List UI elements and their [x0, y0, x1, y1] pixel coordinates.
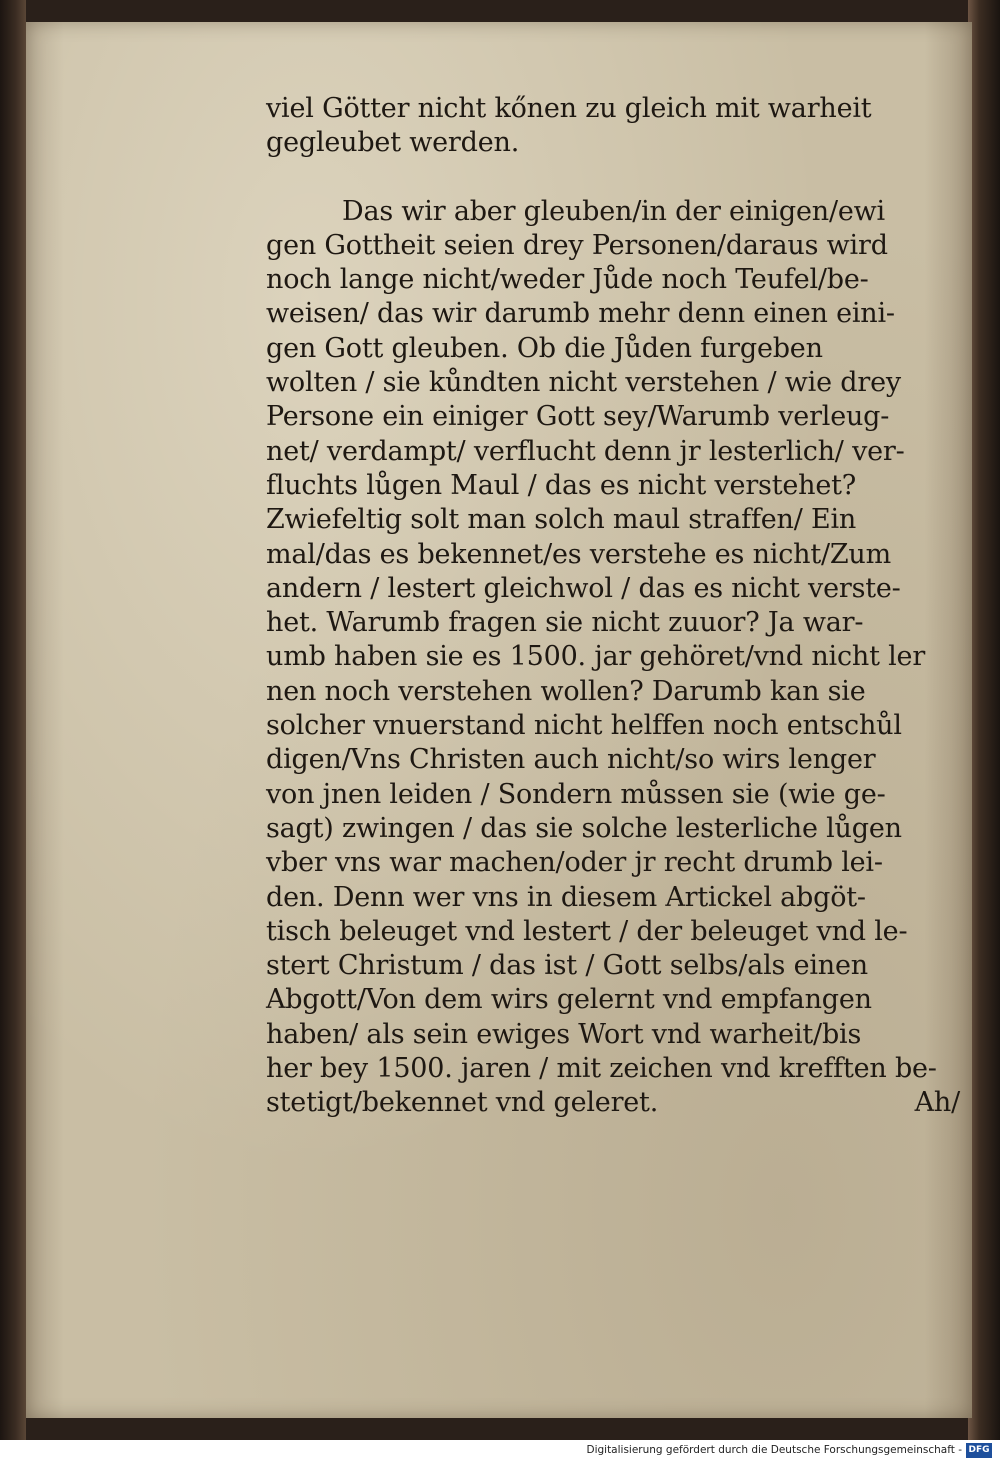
text-line: tisch beleuget vnd lestert / der beleuget vnd le-: [266, 915, 908, 947]
funding-credit: Digitalisierung gefördert durch die Deutsche Forschungsgemeinschaft -: [586, 1444, 962, 1456]
text-line: mal/das es bekennet/es verstehe es nicht/Zum: [266, 538, 892, 570]
text-line: haben/ als sein ewiges Wort vnd warheit/bis: [266, 1018, 862, 1050]
dfg-logo: DFG: [966, 1443, 992, 1458]
text-line: Abgott/Von dem wirs gelernt vnd empfangen: [266, 984, 872, 1016]
text-line: den. Denn wer vns in diesem Artickel abgöt-: [266, 881, 866, 913]
paragraph-gap: [266, 161, 966, 195]
text-line: wolten / sie kůndten nicht verstehen / wie drey: [266, 367, 901, 399]
book-edge-left: [0, 0, 26, 1440]
text-line: Persone ein einiger Gott sey/Warumb verleug-: [266, 401, 890, 433]
text-line: stert Christum / das ist / Gott selbs/als einen: [266, 950, 868, 982]
text-line: gen Gottheit seien drey Personen/daraus wird: [266, 229, 888, 261]
text-line: gen Gott gleuben. Ob die Jůden furgeben: [266, 332, 823, 364]
footer-bar: [0, 1440, 1000, 1464]
text-line: andern / lestert gleichwol / das es nicht verste-: [266, 572, 901, 604]
text-line: Das wir aber gleuben/in der einigen/ewi: [342, 195, 885, 227]
text-line: vber vns war machen/oder jr recht drumb lei-: [266, 847, 883, 879]
text-line: noch lange nicht/weder Jůde noch Teufel/be-: [266, 264, 869, 296]
text-line: fluchts lůgen Maul / das es nicht verstehet?: [266, 469, 857, 501]
text-line: von jnen leiden / Sondern můssen sie (wie ge-: [266, 778, 886, 810]
text-line: net/ verdampt/ verflucht denn jr lesterlich/ ver-: [266, 435, 905, 467]
text-line: sagt) zwingen / das sie solche lesterliche lůgen: [266, 812, 902, 844]
text-line: viel Götter nicht kőnen zu gleich mit warheit: [266, 93, 872, 124]
text-line: weisen/ das wir darumb mehr denn einen eini-: [266, 298, 895, 330]
book-edge-right: [968, 0, 1000, 1440]
catchword: Ah/: [914, 1087, 960, 1119]
page-text-block: [266, 92, 966, 1121]
text-line: umb haben sie es 1500. jar gehöret/vnd nicht ler: [266, 641, 926, 673]
text-line: digen/Vns Christen auch nicht/so wirs lenger: [266, 744, 876, 776]
text-line: Zwiefeltig solt man solch maul straffen/ Ein: [266, 504, 857, 536]
text-line: gegleubet werden.: [266, 127, 520, 159]
text-line: het. Warumb fragen sie nicht zuuor? Ja war-: [266, 607, 864, 639]
book-page: [26, 22, 972, 1418]
text-line: her bey 1500. jaren / mit zeichen vnd krefften be-: [266, 1053, 937, 1085]
text-line: solcher vnuerstand nicht helffen noch entschůl: [266, 710, 902, 742]
text-line: nen noch verstehen wollen? Darumb kan sie: [266, 675, 866, 707]
text-line-final: stetigt/bekennet vnd geleret.: [266, 1087, 659, 1119]
text-line-last: [266, 1086, 966, 1120]
